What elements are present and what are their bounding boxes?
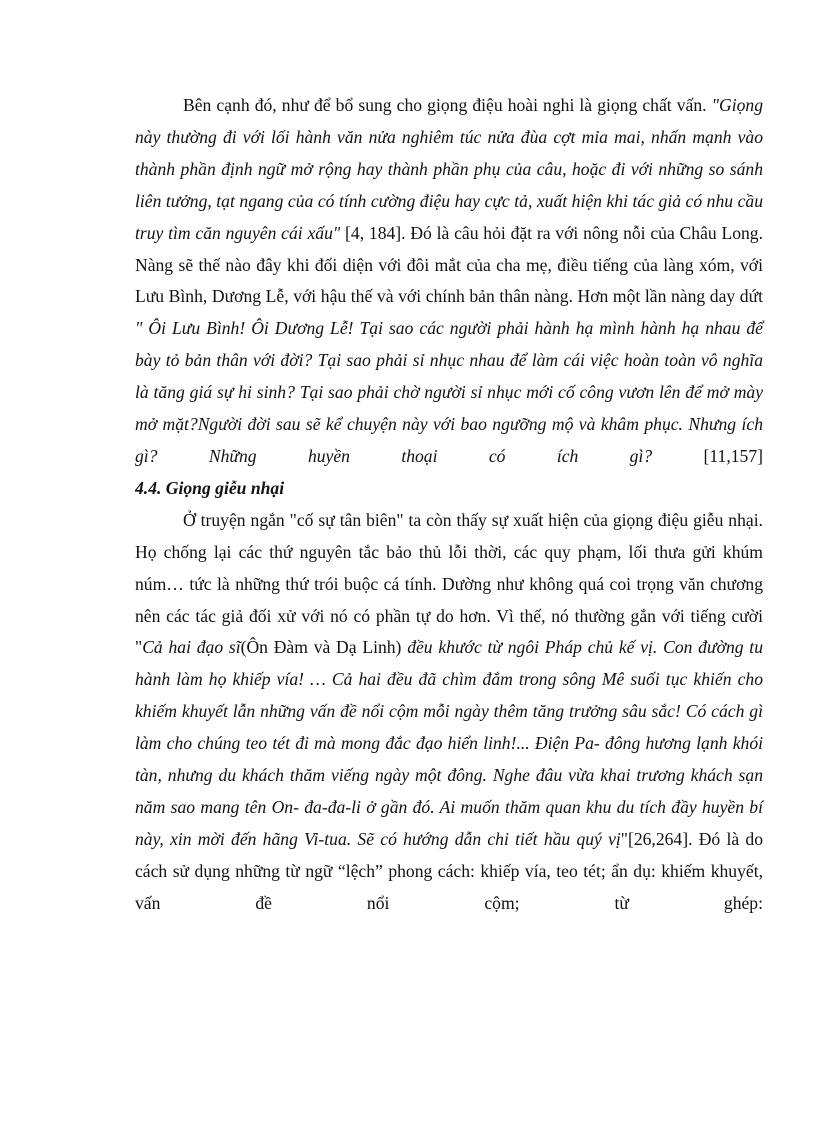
p1-text-1: Bên cạnh đó, như để bổ sung cho giọng điệu hoài nghi là giọng chất vấn.	[183, 95, 712, 115]
p2-quote-2: đều khước từ ngôi Pháp chủ kế vị. Con đường tu hành làm họ khiếp vía! … Cả hai đều đã chìm đắm trong sông Mê suối tục khiến cho khiếm khuyết lẫn những vấn đề nổi cộm mỗi ngày thêm tăng trưởng sâu sắc! Có cách gì làm cho chúng teo tét đi mà mong đắc đạo hiển linh!... Điện Pa- đông hương lạnh khói tàn, nhưng du khách thăm viếng ngày một đông. Nghe đâu vừa khai trương khách sạn năm sao mang tên On- đa-đa-li ở gần đó. Ai muốn thăm quan khu du tích đầy huyền bí này, xin mời đến hãng Vi-tua. Sẽ có hướng dẫn chi tiết hầu quý vị	[135, 637, 763, 849]
p1-quote-1: "Giọng này thường đi với lối hành văn nửa nghiêm túc nửa đùa cợt mỉa mai, nhấn mạnh vào thành phần định ngữ mở rộng hay thành phần phụ của câu, hoặc đi với những so sánh liên tưởng, tạt ngang của có tính cường điệu hay cực tả, xuất hiện khi tác giả có nhu cầu truy tìm căn nguyên cái xấu"	[135, 95, 763, 243]
p1-citation: [11,157]	[652, 445, 763, 466]
p2-text-1: Ở truyện ngắn "cố sự tân biên" ta còn thấy sự xuất hiện của giọng điệu giễu nhại. Họ chống lại các thứ nguyên tắc bảo thủ lỗi thời, các quy phạm, lối thưa gửi khúm núm… tức là những thứ trói buộc cá tính. Dường như không quá coi trọng văn chương nên các tác giả đối xử với nó có phần tự do hơn. Vì thế, nó thường gắn với tiếng cười "	[135, 509, 763, 658]
p2-text-2: (Ôn Đàm và Dạ Linh)	[240, 637, 408, 658]
section-heading: 4.4. Giọng giễu nhại	[135, 477, 285, 498]
p2-text-3: "[26,264]. Đó là do cách sử dụng những từ ngữ “lệch” phong cách: khiếp vía, teo tét; ẩn dụ: khiếm khuyết, vấn đề nổi cộm; từ ghép:	[135, 828, 763, 913]
p1-quote-2: " Ôi Lưu Bình! Ôi Dương Lễ! Tại sao các người phải hành hạ mình hành hạ nhau để bày tỏ bản thân với đời? Tại sao phải sỉ nhục nhau để làm cái việc hoàn toàn vô nghĩa là tăng giá sự hi sinh? Tại sao phải chờ người sỉ nhục mới cố công vươn lên để mở mày mở mặt?Người đời sau sẽ kể chuyện này với bao ngưỡng mộ và khâm phục. Nhưng ích gì? Những huyền thoại có ích gì?	[135, 318, 763, 466]
paragraph-2	[135, 505, 763, 920]
document-page	[135, 90, 763, 920]
p2-quote-1: Cả hai đạo sĩ	[142, 637, 241, 658]
p1-text-2: [4, 184]. Đó là câu hỏi đặt ra với nông nỗi của Châu Long. Nàng sẽ thế nào đây khi đối diện với đôi mắt của cha mẹ, điều tiếng của làng xóm, với Lưu Bình, Dương Lễ, với hậu thế và với chính bản thân nàng. Hơn một lần nàng day dứt	[135, 222, 763, 307]
paragraph-1	[135, 90, 763, 473]
